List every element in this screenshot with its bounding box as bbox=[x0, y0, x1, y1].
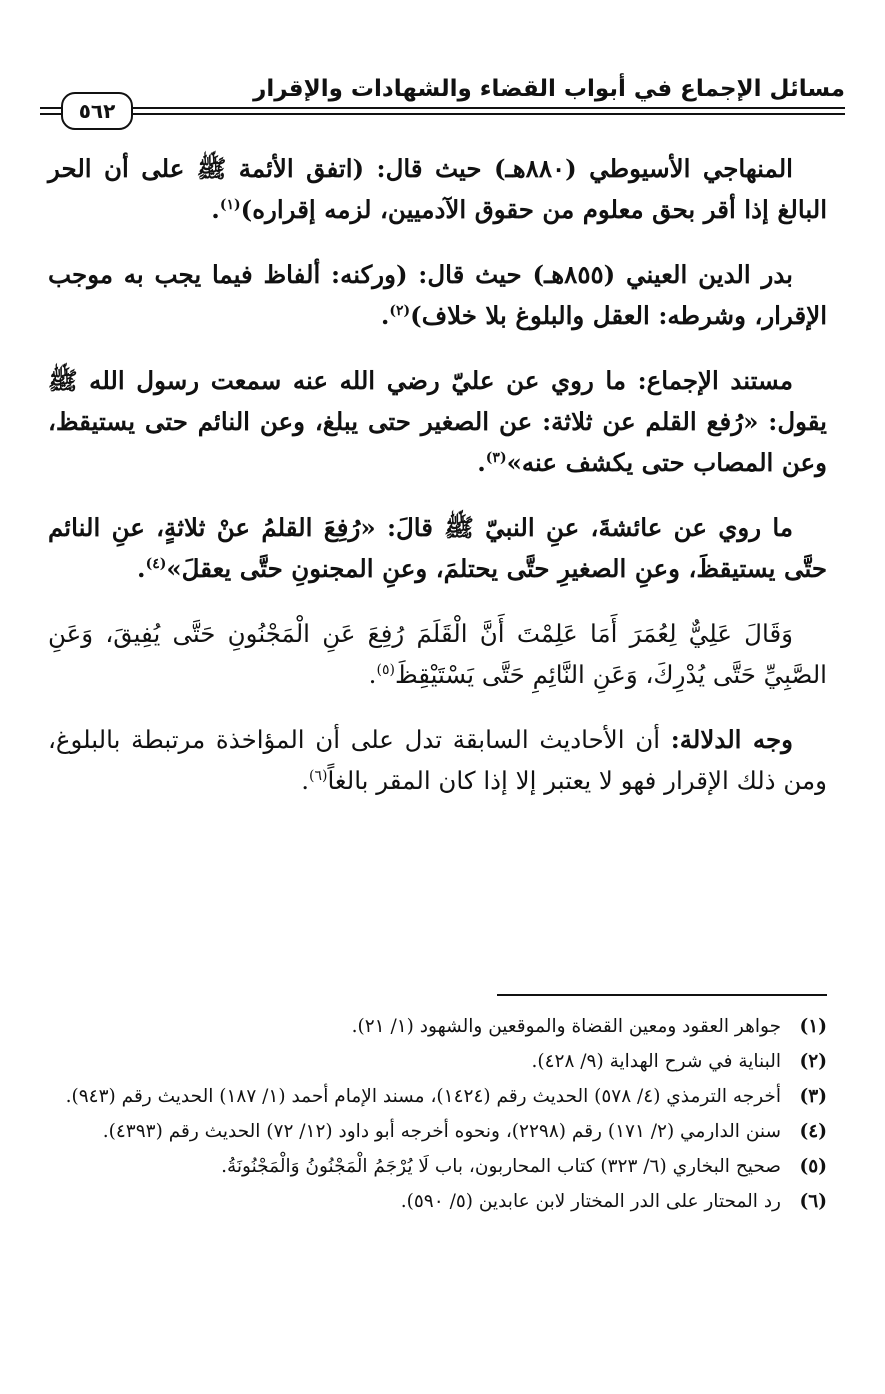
section-label: وجه الدلالة: bbox=[670, 725, 793, 754]
paragraph-inference bbox=[48, 719, 827, 801]
paragraph-text: بدر الدين العيني (٨٥٥هـ) حيث قال: (وركنه: ألفاظ فيما يجب به موجب الإقرار، وشرطه: العقل والبلوغ بلا خلاف) bbox=[48, 260, 827, 330]
footnote-item bbox=[40, 1150, 827, 1183]
footnote-ref: (١) bbox=[219, 196, 241, 213]
footnote-item bbox=[40, 1010, 827, 1043]
footnote-item bbox=[40, 1185, 827, 1218]
header-rule-bottom bbox=[40, 113, 845, 115]
running-header-title: مسائل الإجماع في أبواب القضاء والشهادات والإقرار bbox=[253, 76, 845, 102]
header-rule-top bbox=[40, 107, 845, 109]
footnote-number: (٥) bbox=[799, 1156, 827, 1177]
footnote-item bbox=[40, 1080, 827, 1113]
paragraph-end: . bbox=[211, 195, 220, 224]
section-label: مستند الإجماع: bbox=[637, 366, 793, 395]
paragraph-ali-umar bbox=[48, 613, 827, 695]
footnote-ref: (٤) bbox=[145, 555, 167, 572]
footnote-text: صحيح البخاري (٦/ ٣٢٣) كتاب المحاربون، باب لَا يُرْجَمُ الْمَجْنُونُ وَالْمَجْنُونَةُ. bbox=[221, 1156, 781, 1177]
footnote-ref: (٥) bbox=[376, 661, 395, 678]
page-number: ٥٦٢ bbox=[61, 92, 133, 130]
footnote-ref: (٣) bbox=[485, 449, 507, 466]
paragraph-text: أن الأحاديث السابقة تدل على أن المؤاخذة مرتبطة بالبلوغ، ومن ذلك الإقرار فهو لا يعتبر إلا إذا كان المقر بالغاً bbox=[48, 725, 827, 795]
footnote-number: (٦) bbox=[799, 1191, 827, 1212]
footnote-item bbox=[40, 1115, 827, 1148]
paragraph-evidence bbox=[48, 360, 827, 483]
footnote-number: (٢) bbox=[799, 1051, 827, 1072]
paragraph-aisha-hadith bbox=[48, 507, 827, 589]
footnote-text: سنن الدارمي (٢/ ١٧١) رقم (٢٢٩٨)، ونحوه أخرجه أبو داود (١٢/ ٧٢) الحديث رقم (٤٣٩٣). bbox=[102, 1121, 781, 1142]
footnote-separator bbox=[497, 994, 827, 996]
footnote-ref: (٢) bbox=[389, 302, 411, 319]
paragraph-asyuti bbox=[48, 148, 827, 230]
paragraph-text: المنهاجي الأسيوطي (٨٨٠هـ) حيث قال: (اتفق الأئمة ﷺ على أن الحر البالغ إذا أقر بحق معلوم من حقوق الآدميين، لزمه إقراره) bbox=[48, 154, 827, 224]
main-text bbox=[48, 148, 827, 825]
footnotes bbox=[40, 1010, 827, 1220]
paragraph-end: . bbox=[380, 301, 390, 330]
footnote-text: البناية في شرح الهداية (٩/ ٤٢٨). bbox=[531, 1051, 781, 1072]
footnote-text: جواهر العقود ومعين القضاة والموقعين والشهود (١/ ٢١). bbox=[351, 1016, 781, 1037]
running-header bbox=[40, 62, 845, 132]
paragraph-end: . bbox=[368, 660, 377, 689]
paragraph-text: وَقَالَ عَلِيٌّ لِعُمَرَ أَمَا عَلِمْتَ أَنَّ الْقَلَمَ رُفِعَ عَنِ الْمَجْنُونِ حَتَّى يُفِيقَ، وَعَنِ الصَّبِيِّ حَتَّى يُدْرِكَ، وَعَنِ النَّائِمِ حَتَّى يَسْتَيْقِظَ bbox=[48, 619, 827, 689]
paragraph-end: . bbox=[477, 448, 486, 477]
footnote-number: (٣) bbox=[799, 1086, 827, 1107]
footnote-number: (٤) bbox=[799, 1121, 827, 1142]
footnote-item bbox=[40, 1045, 827, 1078]
paragraph-end: . bbox=[301, 766, 309, 795]
paragraph-aini bbox=[48, 254, 827, 336]
paragraph-end: . bbox=[137, 554, 146, 583]
footnote-text: رد المحتار على الدر المختار لابن عابدين (٥/ ٥٩٠). bbox=[400, 1191, 781, 1212]
paragraph-text: ما روي عن عليّ رضي الله عنه سمعت رسول الله ﷺ يقول: «رُفع القلم عن ثلاثة: عن الصغير حتى يبلغ، وعن النائم حتى يستيقظ، وعن المصاب حتى يكشف عنه» bbox=[48, 366, 827, 477]
footnote-number: (١) bbox=[799, 1016, 827, 1037]
footnote-text: أخرجه الترمذي (٤/ ٥٧٨) الحديث رقم (١٤٢٤)، مسند الإمام أحمد (١/ ١٨٧) الحديث رقم (٩٤٣). bbox=[65, 1086, 781, 1107]
footnote-ref: (٦) bbox=[308, 767, 328, 784]
paragraph-text: ما روي عن عائشةَ، عنِ النبيّ ﷺ قالَ: «رُفِعَ القلمُ عنْ ثلاثةٍ، عنِ النائم حتَّى يستيقظَ، وعنِ الصغيرِ حتَّى يحتلمَ، وعنِ المجنونِ حتَّى يعقلَ» bbox=[48, 513, 827, 583]
